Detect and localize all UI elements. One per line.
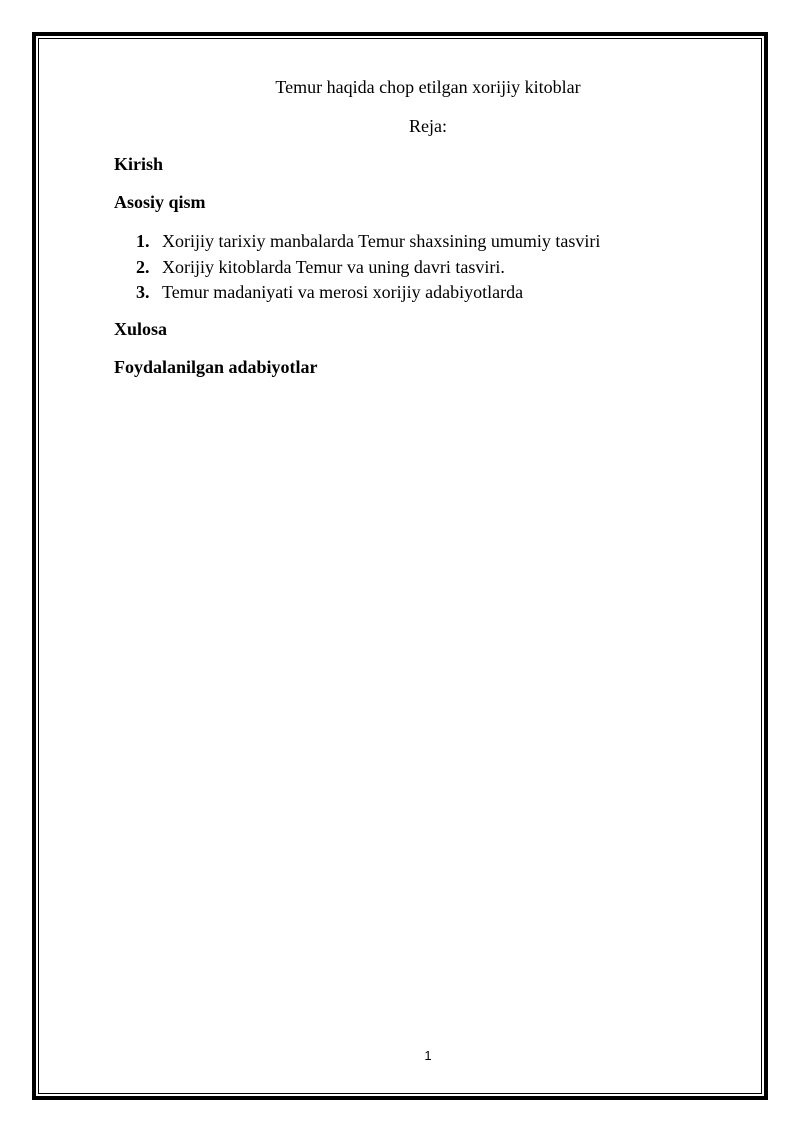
document-title: Temur haqida chop etilgan xorijiy kitoblar [275,77,581,97]
list-item [136,229,600,255]
page-number: 1 [424,1048,432,1063]
list-item-text: Xorijiy tarixiy manbalarda Temur shaxsining umumiy tasviri [162,231,601,251]
list-item-number: 1. [136,231,150,251]
section-heading-main: Asosiy qism [114,192,206,212]
list-item-number: 2. [136,256,150,277]
plan-label: Reja: [409,116,447,136]
section-heading-intro: Kirish [114,154,164,174]
section-heading-conclusion: Xulosa [114,319,168,339]
list-item-text: Xorijiy kitoblarda Temur va uning davri tasviri. [162,256,505,277]
list-item [136,280,600,306]
list-item-text: Temur madaniyati va merosi xorijiy adabiyotlarda [162,282,524,302]
list-item-number: 3. [136,282,150,302]
list-item [136,255,600,281]
section-heading-references: Foydalanilgan adabiyotlar [114,357,318,377]
main-items-list [136,229,600,306]
